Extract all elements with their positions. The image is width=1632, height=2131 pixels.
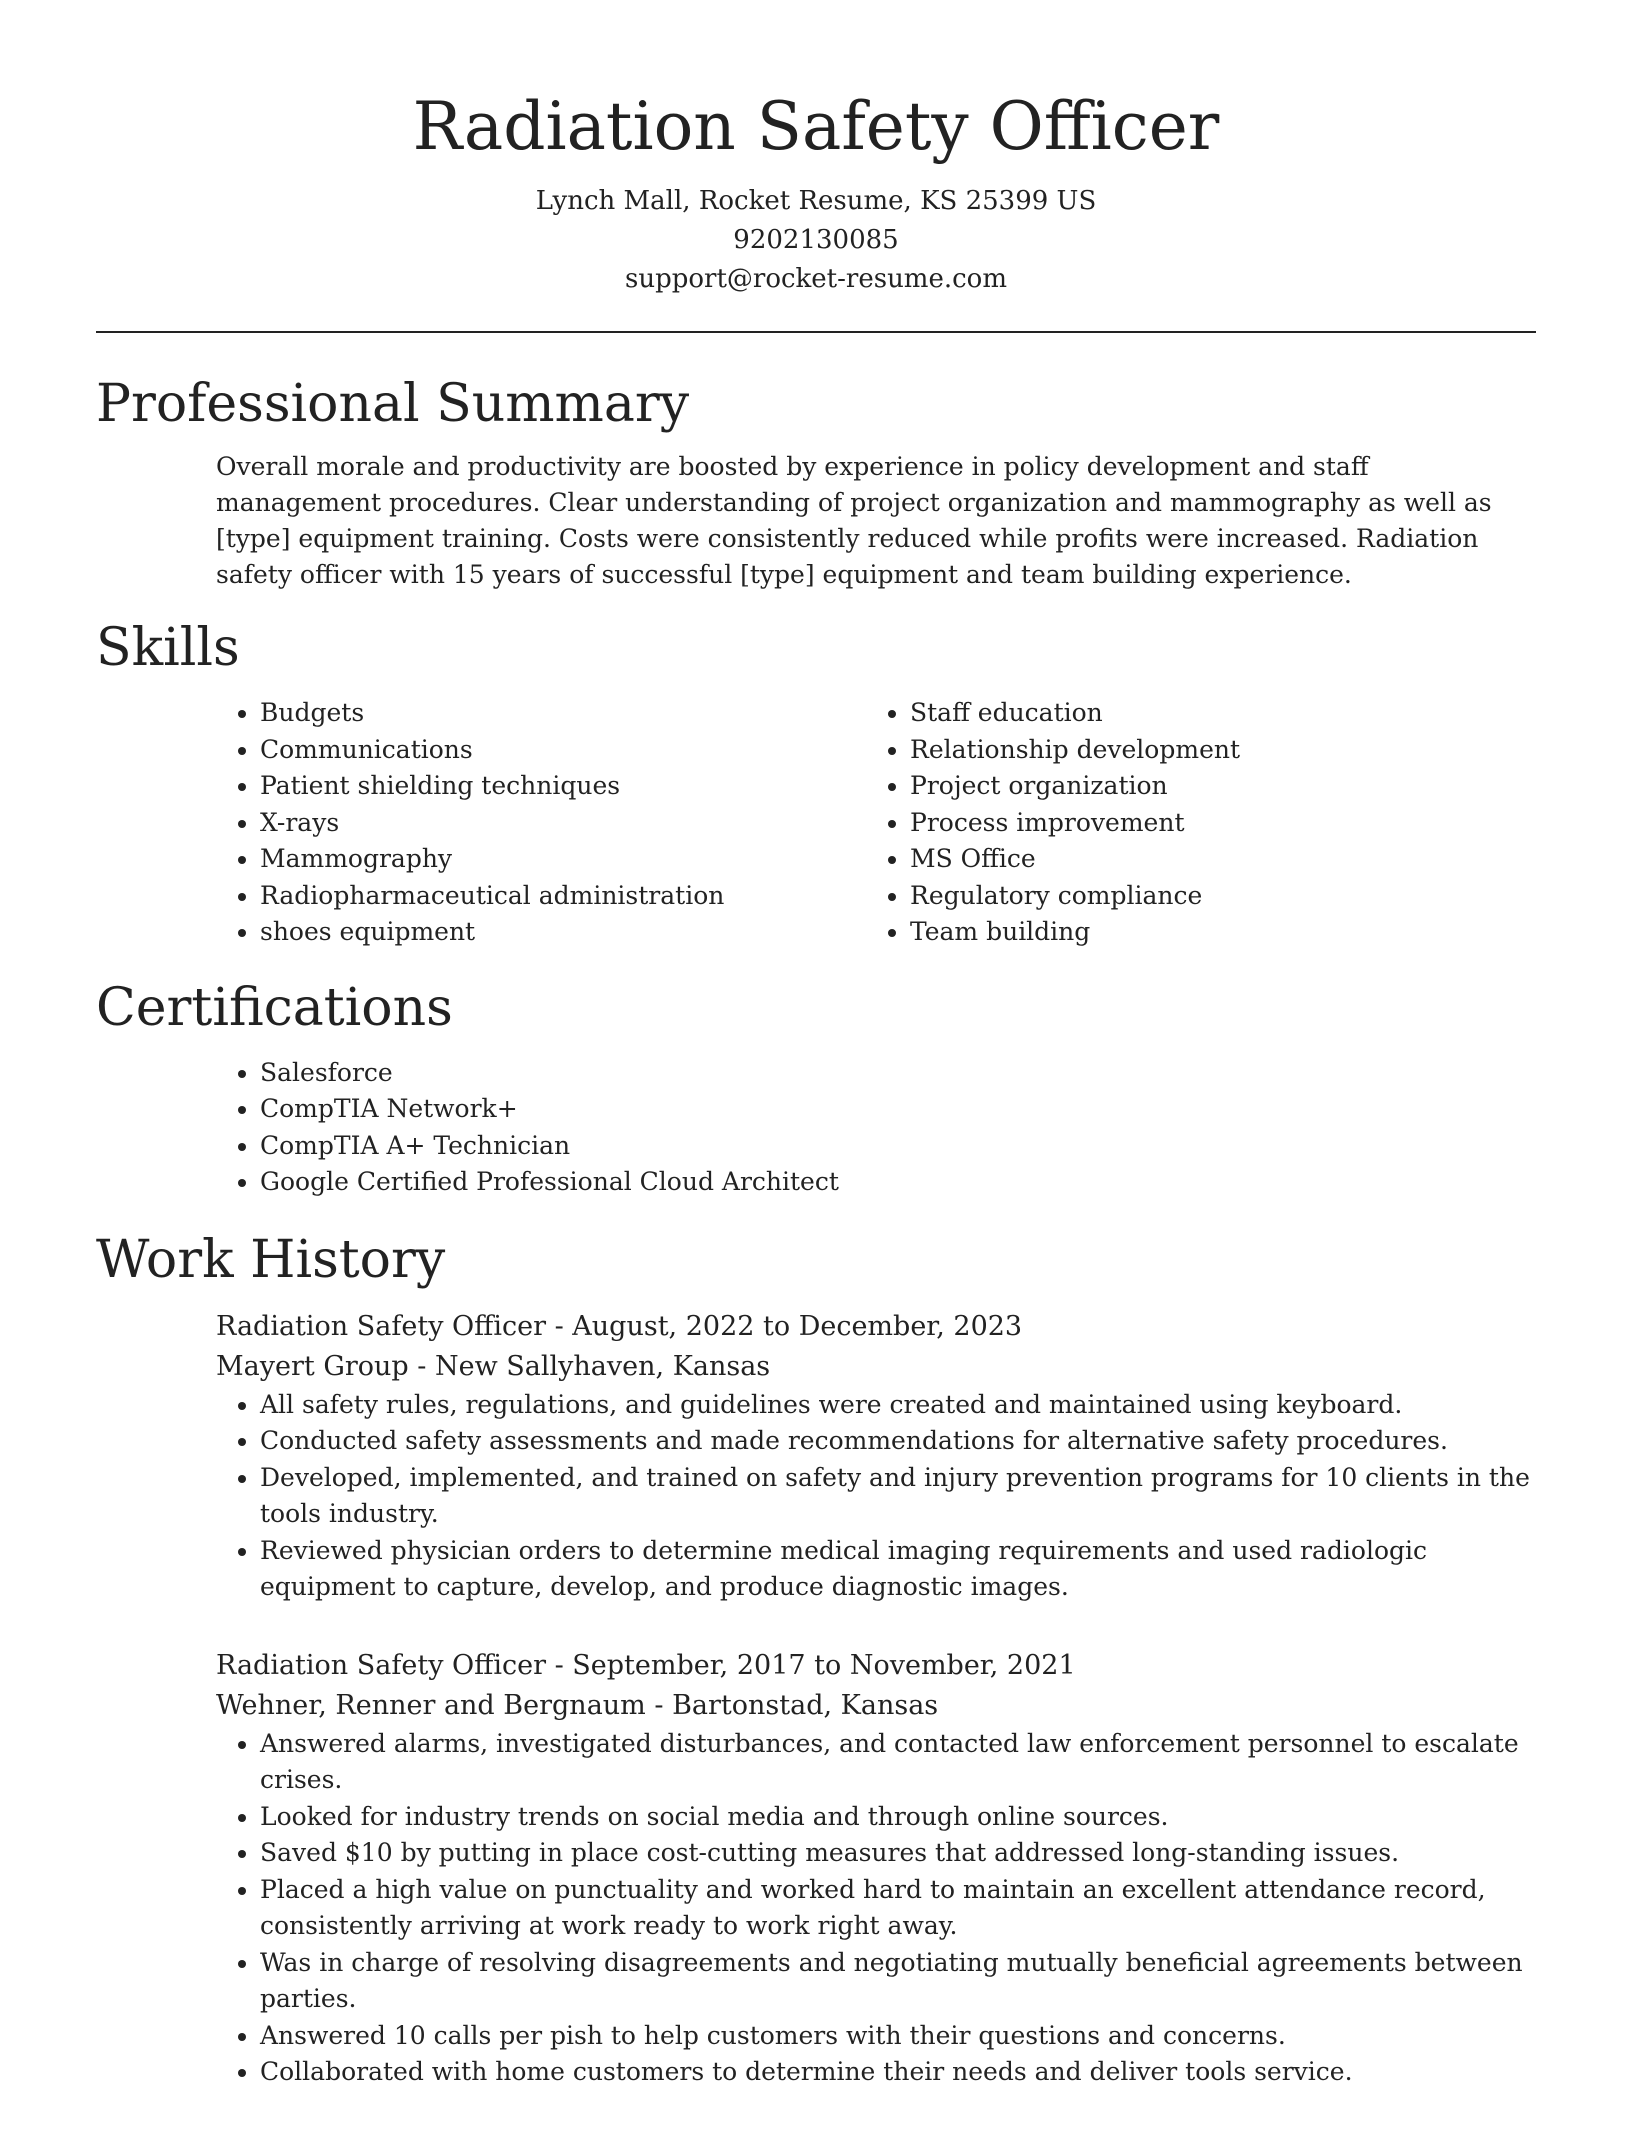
- certifications-heading: Certifications: [96, 977, 453, 1038]
- job-company: Wehner, Renner and Bergnaum: [216, 1689, 646, 1721]
- job-duty: • Developed, implemented, and trained on safety and injury prevention programs for 10 clients in the tools industry.: [260, 1460, 1536, 1533]
- job-position: Radiation Safety Officer: [216, 1310, 546, 1342]
- skills-list-right: [866, 695, 1516, 951]
- skills-section: [96, 615, 1536, 951]
- job-duty: • Was in charge of resolving disagreements and negotiating mutually beneficial agreements between parties.: [260, 1945, 1536, 2018]
- skill-item: • Patient shielding techniques: [260, 768, 866, 805]
- certification-item: • Salesforce: [260, 1055, 1536, 1092]
- job-location: - New Sallyhaven, Kansas: [408, 1350, 771, 1382]
- skill-item: • Project organization: [910, 768, 1516, 805]
- skill-item: • Mammography: [260, 841, 866, 878]
- job-duty: • Reviewed physician orders to determine medical imaging requirements and used radiologic equipment to capture, develop, and produce diagnostic images.: [260, 1533, 1536, 1606]
- summary-text: Overall morale and productivity are boosted by experience in policy development and staff management procedures. Clear understanding of project organization and mammography as well as [type] equipment training. Costs were consistently reduced while profits were increased. Radiation safety officer with 15 years of successful [type] equipment and team building experience.: [216, 452, 1492, 589]
- job-duty: • All safety rules, regulations, and guidelines were created and maintained using keyboard.: [260, 1387, 1536, 1424]
- skill-item: • Relationship development: [910, 732, 1516, 769]
- job-dates: - August, 2022 to December, 2023: [546, 1310, 1023, 1342]
- skill-item: • shoes equipment: [260, 914, 866, 951]
- job-duty: • Answered alarms, investigated disturbances, and contacted law enforcement personnel to escalate crises.: [260, 1726, 1536, 1799]
- skills-grid: [216, 695, 1536, 951]
- job-duty: • Conducted safety assessments and made recommendations for alternative safety procedures.: [260, 1423, 1536, 1460]
- skill-item: • Process improvement: [910, 805, 1516, 842]
- job-title-line: [216, 1307, 1536, 1347]
- job-position: Radiation Safety Officer: [216, 1649, 546, 1681]
- skill-item: • Staff education: [910, 695, 1516, 732]
- job-dates: - September, 2017 to November, 2021: [546, 1649, 1076, 1681]
- resume-page: [96, 0, 1536, 2131]
- job-entry: [216, 1646, 1536, 2091]
- skill-item: • MS Office: [910, 841, 1516, 878]
- phone-number: 9202130085: [733, 225, 899, 255]
- email-address: support@rocket-resume.com: [624, 264, 1007, 294]
- certification-item: • CompTIA A+ Technician: [260, 1128, 1536, 1165]
- job-duties-list: [216, 1726, 1536, 2091]
- skills-column-left: [216, 695, 866, 951]
- certifications-section: [96, 975, 1536, 1201]
- skills-heading: Skills: [96, 618, 240, 678]
- certifications-list: [216, 1055, 1536, 1201]
- certification-item: • CompTIA Network+: [260, 1091, 1536, 1128]
- summary-section: [96, 371, 1536, 593]
- job-duty: • Placed a high value on punctuality and worked hard to maintain an excellent attendance record, consistently arriving at work ready to work right away.: [260, 1872, 1536, 1945]
- work-history-section: [96, 1227, 1536, 2091]
- skill-item: • X-rays: [260, 805, 866, 842]
- job-company-line: [216, 1686, 1536, 1726]
- summary-heading: Professional Summary: [96, 374, 690, 434]
- contact-info: [96, 182, 1536, 299]
- job-company-line: [216, 1347, 1536, 1387]
- candidate-title: Radiation Safety Officer: [412, 88, 1220, 165]
- certification-item: • Google Certified Professional Cloud Architect: [260, 1164, 1536, 1201]
- skill-item: • Communications: [260, 732, 866, 769]
- job-location: - Bartonstad, Kansas: [645, 1689, 939, 1721]
- job-entry: [216, 1307, 1536, 1606]
- resume-header: [96, 0, 1536, 299]
- skills-column-right: [866, 695, 1516, 951]
- skill-item: • Budgets: [260, 695, 866, 732]
- skills-list-left: [216, 695, 866, 951]
- address: Lynch Mall, Rocket Resume, KS 25399 US: [535, 186, 1097, 216]
- skill-item: • Team building: [910, 914, 1516, 951]
- job-duties-list: [216, 1387, 1536, 1606]
- skill-item: • Regulatory compliance: [910, 878, 1516, 915]
- job-company: Mayert Group: [216, 1350, 409, 1382]
- skill-item: • Radiopharmaceutical administration: [260, 878, 866, 915]
- job-duty: • Looked for industry trends on social media and through online sources.: [260, 1799, 1536, 1836]
- job-duty: • Answered 10 calls per pish to help customers with their questions and concerns.: [260, 2018, 1536, 2055]
- header-divider: [96, 331, 1536, 333]
- job-duty: • Saved $10 by putting in place cost-cutting measures that addressed long-standing issues.: [260, 1835, 1536, 1872]
- job-duty: • Collaborated with home customers to determine their needs and deliver tools service.: [260, 2054, 1536, 2091]
- job-title-line: [216, 1646, 1536, 1686]
- work-history-heading: Work History: [96, 1229, 446, 1290]
